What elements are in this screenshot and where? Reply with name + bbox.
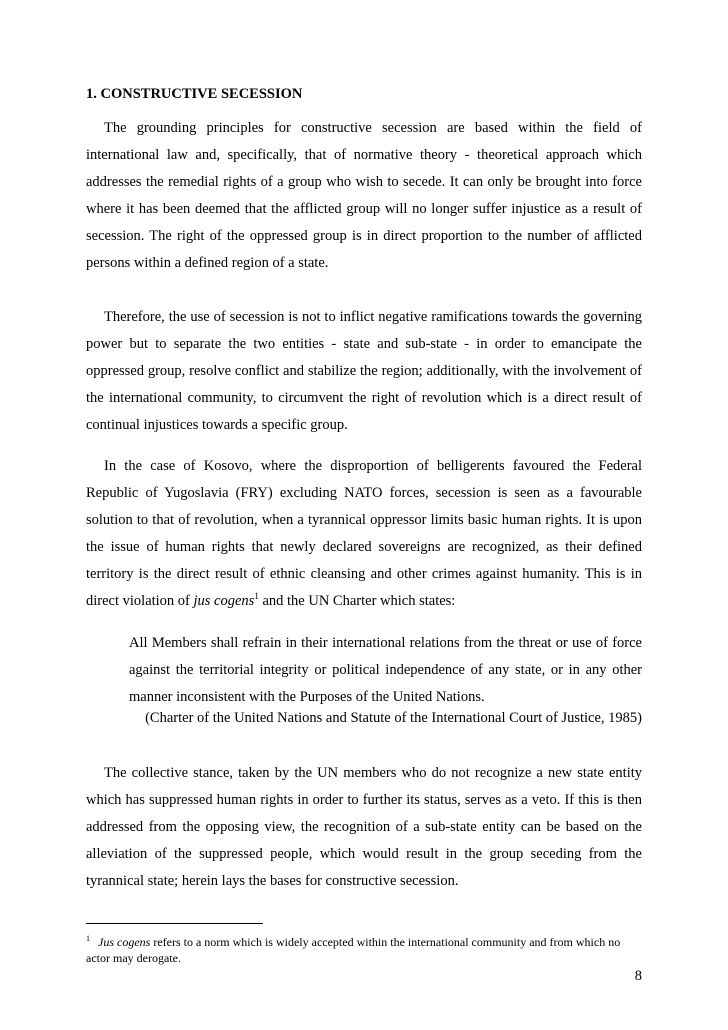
paragraph-2: Therefore, the use of secession is not to inflict negative ramifications towards the governing power but to separate the two entities - state and sub-state - in order to emancipate the oppressed group, resolve conflict and stabilize the region; additionally, with the involvement of the international community, to circumvent the right of revolution which is a direct result of continual injustices towards a specific group. bbox=[86, 309, 642, 433]
footnote-text: refers to a norm which is widely accepted within the international community and from which no actor may derogate. bbox=[86, 935, 621, 965]
footnote-number: 1 bbox=[86, 934, 90, 943]
block-quote: All Members shall refrain in their international relations from the threat or use of force against the territorial integrity or political independence of any state, or in any other manner inconsistent with the Purposes of the United Nations. bbox=[129, 635, 642, 705]
paragraph-4: The collective stance, taken by the UN members who do not recognize a new state entity which has suppressed human rights in order to further its status, serves as a veto. If this is then addressed from the opposing view, the recognition of a sub-state entity can be based on the alleviation of the suppressed people, which would result in the group seceding from the tyrannical state; herein lays the bases for constructive secession. bbox=[86, 765, 642, 889]
paragraph-3-text-before: In the case of Kosovo, where the disproportion of belligerents favoured the Federal Republic of Yugoslavia (FRY) excluding NATO forces, secession is seen as a favourable solution to that of revolution, when a tyrannical oppressor limits basic human rights. It is upon the issue of human rights that newly declared sovereigns are recognized, as their defined territory is the direct result of ethnic cleansing and other crimes against humanity. This is in direct violation of bbox=[86, 458, 642, 609]
quote-citation: (Charter of the United Nations and Statute of the International Court of Justice, 1985) bbox=[145, 710, 642, 726]
footnote-separator bbox=[86, 923, 263, 924]
footnote-term: Jus cogens bbox=[98, 935, 151, 949]
paragraph-3-text-after: and the UN Charter which states: bbox=[258, 593, 456, 609]
page-number: 8 bbox=[634, 968, 642, 984]
jus-cogens-term: jus cogens bbox=[193, 593, 255, 609]
footnote-marker: 1 bbox=[254, 591, 259, 602]
section-heading: 1. CONSTRUCTIVE SECESSION bbox=[86, 86, 303, 102]
paragraph-3 bbox=[86, 453, 642, 615]
paragraph-1: The grounding principles for constructive secession are based within the field of international law and, specifically, that of normative theory - theoretical approach which addresses the remedial rights of a group who wish to secede. It can only be brought into force where it has been deemed that the afflicted group will no longer suffer injustice as a result of secession. The right of the oppressed group is in direct proportion to the number of afflicted persons within a defined region of a state. bbox=[86, 120, 642, 271]
footnote bbox=[86, 931, 642, 966]
